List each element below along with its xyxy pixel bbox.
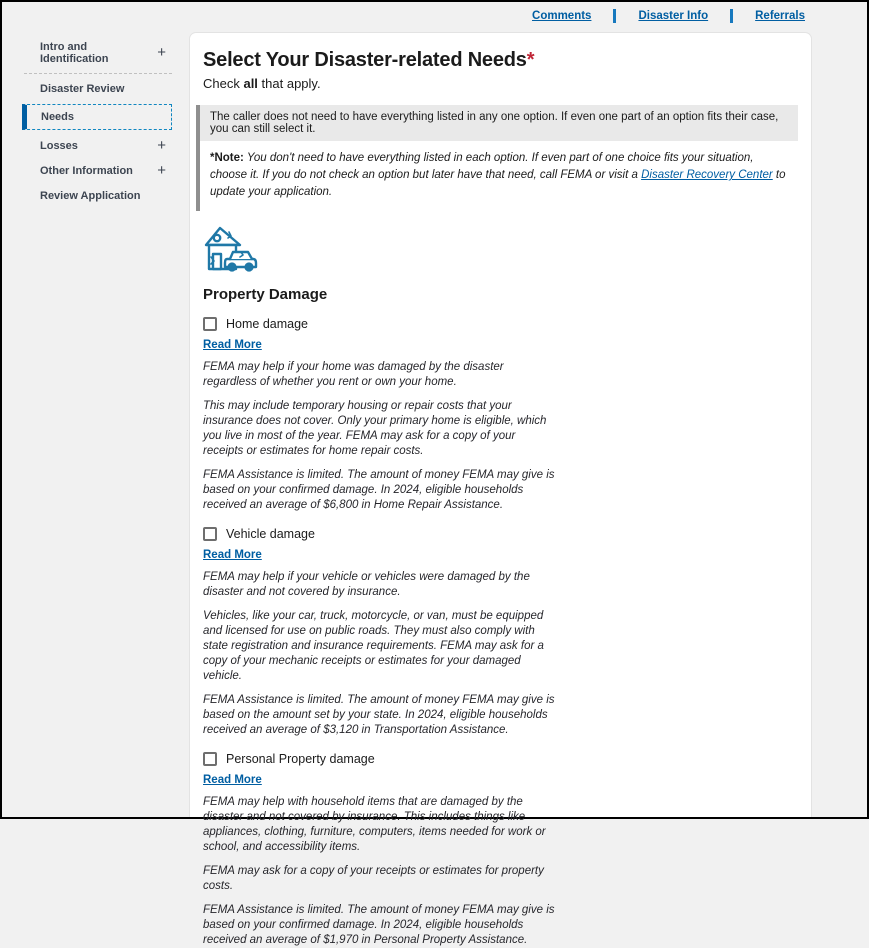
sidebar-item-label: Needs (41, 111, 75, 123)
personal-property-damage-checkbox[interactable] (203, 752, 217, 766)
sidebar-item-disaster-review[interactable] (22, 76, 172, 101)
sidebar-item-other-information[interactable] (22, 158, 172, 183)
disaster-info-link[interactable]: Disaster Info (638, 10, 709, 22)
expand-plus-icon[interactable]: + (157, 161, 166, 179)
sidebar-item-label: Review Application (40, 189, 141, 202)
personal-property-damage-paragraph: FEMA may help with household items that are damaged by the disaster and not covered by insurance. This includes things like appliances, clothing, furniture, computers, items needed for work or school, and accessibility items. (203, 796, 546, 853)
personal-property-damage-read-more-link[interactable]: Read More (203, 774, 262, 786)
form-section-sidebar (22, 35, 172, 208)
sidebar-item-losses[interactable] (22, 133, 172, 158)
home-damage-paragraph: FEMA Assistance is limited. The amount of money FEMA may give is based on your confirmed damage. In 2024, eligible households received an average of $6,800 in Home Repair Assistance. (203, 469, 555, 511)
guidance-callout (196, 105, 798, 211)
sidebar-item-label: Other Information (40, 164, 133, 177)
home-damage-read-more-link[interactable]: Read More (203, 339, 262, 351)
page-subtitle (203, 76, 798, 91)
page-title (203, 49, 798, 72)
note-after-link: to update your application. (210, 169, 786, 198)
home-damage-paragraph: FEMA may help if your home was damaged by the disaster regardless of whether you rent or own your home. (203, 361, 504, 388)
vehicle-damage-paragraph: FEMA Assistance is limited. The amount of money FEMA may give is based on the amount set by your state. In 2024, eligible households received an average of $3,120 in Transportation Assistance. (203, 694, 555, 736)
home-damage-checkbox[interactable] (203, 317, 217, 331)
subtitle-post: that apply. (257, 76, 321, 91)
home-damage-label[interactable]: Home damage (226, 317, 308, 331)
required-asterisk: * (526, 49, 535, 71)
top-nav (532, 9, 805, 23)
referrals-link[interactable]: Referrals (755, 10, 805, 22)
sidebar-item-label: Disaster Review (40, 82, 125, 95)
vehicle-damage-paragraph: Vehicles, like your car, truck, motorcycle, or van, must be equipped and licensed for use on public roads. They must also comply with state registration and insurance requirements. FEMA may ask for a copy of your mechanic receipts or estimates for your damaged vehicle. (203, 610, 544, 682)
sidebar-item-label: Intro and Identification (40, 41, 109, 65)
sidebar-item-needs[interactable] (22, 104, 172, 130)
disaster-recovery-center-link[interactable]: Disaster Recovery Center (641, 169, 773, 181)
home-damage-paragraph: This may include temporary housing or repair costs that your insurance does not cover. Only your primary home is eligible, which you live in most of the year. FEMA may ask for a copy of your receipts or estimates for home repair costs. (203, 400, 547, 457)
nav-separator (730, 9, 733, 23)
vehicle-damage-read-more-link[interactable]: Read More (203, 549, 262, 561)
property-damage-icon (203, 223, 259, 275)
needs-form-panel (189, 32, 812, 946)
vehicle-damage-label[interactable]: Vehicle damage (226, 527, 315, 541)
nav-separator (613, 9, 616, 23)
personal-property-damage-label[interactable]: Personal Property damage (226, 752, 375, 766)
checkbox-row (203, 752, 811, 766)
checkbox-row (203, 317, 811, 331)
vehicle-damage-paragraph: FEMA may help if your vehicle or vehicles were damaged by the disaster and not covered by insurance. (203, 571, 530, 598)
checkbox-row (203, 527, 811, 541)
subtitle-bold: all (243, 76, 258, 91)
vehicle-damage-checkbox[interactable] (203, 527, 217, 541)
need-block-personal-property-damage (203, 752, 811, 948)
expand-plus-icon[interactable]: + (157, 136, 166, 154)
personal-property-damage-paragraph: FEMA may ask for a copy of your receipts or estimates for property costs. (203, 865, 544, 892)
note-before-link: You don't need to have everything listed in each option. If even part of one choice fits your situation, choose it. If you do not check an option but later have that need, call FEMA or visit a (210, 152, 754, 181)
need-block-home-damage (203, 317, 811, 513)
property-damage-heading: Property Damage (203, 286, 328, 303)
sidebar-item-review-application[interactable] (22, 183, 172, 208)
note-label: *Note: (210, 152, 244, 164)
page-title-text: Select Your Disaster-related Needs (203, 49, 527, 71)
comments-link[interactable]: Comments (532, 10, 592, 22)
expand-plus-icon[interactable]: + (157, 44, 166, 61)
sidebar-item-label: Losses (40, 139, 78, 152)
personal-property-damage-paragraph: FEMA Assistance is limited. The amount of money FEMA may give is based on your confirmed damage. In 2024, eligible households received an average of $1,970 in Personal Property Assistance. (203, 904, 555, 946)
caller-guidance-text: The caller does not need to have everything listed in any one option. If even one part of an option fits their case, you can still select it. (200, 105, 798, 141)
sidebar-divider (24, 73, 172, 74)
need-block-vehicle-damage (203, 527, 811, 738)
note-text (200, 141, 798, 211)
sidebar-item-intro-and-identification[interactable] (22, 35, 172, 71)
subtitle-pre: Check (203, 76, 244, 91)
